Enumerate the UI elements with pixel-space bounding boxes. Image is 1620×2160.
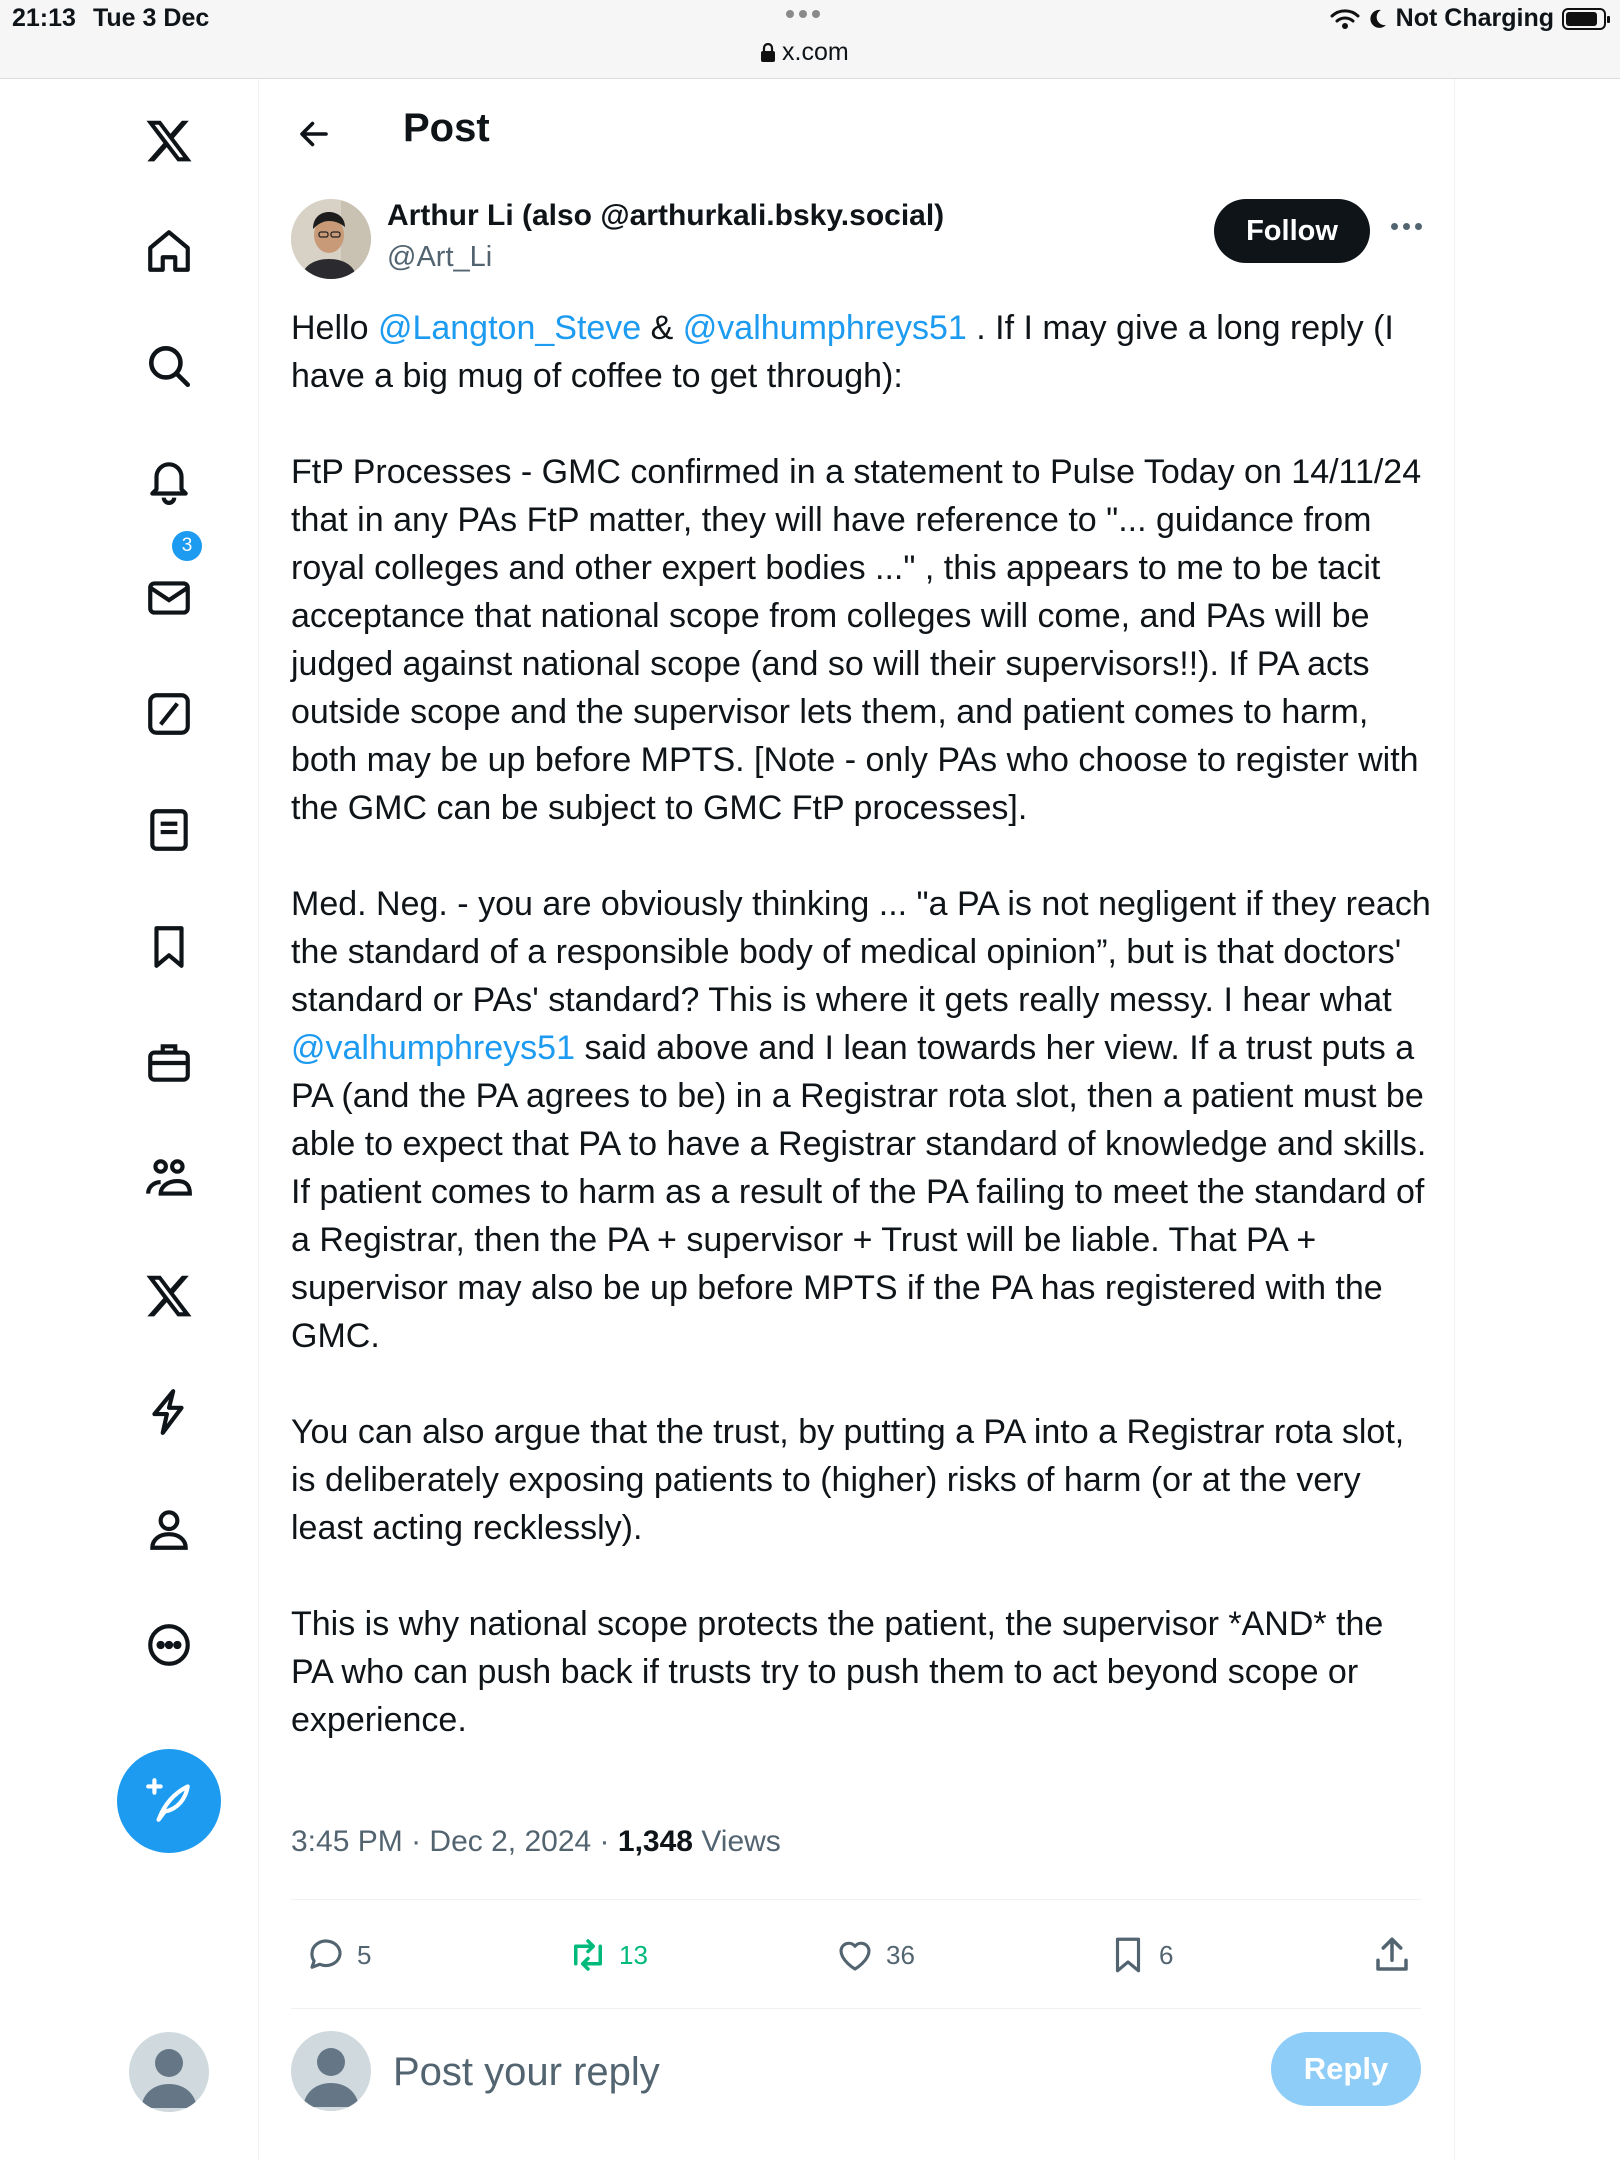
account-avatar[interactable]: [129, 2032, 209, 2112]
jobs-icon[interactable]: [137, 1031, 201, 1095]
mention-link[interactable]: @Langton_Steve: [377, 309, 642, 347]
status-date: Tue 3 Dec: [93, 4, 210, 32]
default-avatar-icon: [291, 2031, 371, 2111]
post-paragraph: [291, 880, 1431, 1360]
sidebar: [0, 79, 259, 2160]
battery-icon: [1562, 8, 1606, 30]
share-icon: [1371, 1934, 1413, 1976]
mention-link[interactable]: @valhumphreys51: [682, 309, 967, 347]
bookmarks-icon[interactable]: [137, 915, 201, 979]
reply-avatar: [291, 2031, 371, 2111]
status-time: 21:13: [12, 4, 76, 32]
separator: ·: [411, 1825, 422, 1858]
notification-badge: 3: [170, 529, 204, 563]
post-paragraph: You can also argue that the trust, by putting a PA into a Registrar rota slot, is deliberately exposing patients to (higher) risks of harm (or at the very least acting recklessly).: [291, 1413, 1405, 1547]
lists-icon[interactable]: [137, 798, 201, 862]
compose-post-button[interactable]: [117, 1749, 221, 1853]
post-paragraph: FtP Processes - GMC confirmed in a statement to Pulse Today on 14/11/24 that in any PAs FtP matter, they will have reference to "... guidance from royal colleges and other expert bodies ..." , this appears to me to be tacit acceptance that national scope from colleges will come, and PAs will be judged against national scope (and so will their supervisors!!). If PA acts outside scope and the supervisor lets them, and patient comes to harm, both may be up before MPTS. [Note - only PAs who choose to register with the GMC can be subject to GMC FtP processes].: [291, 453, 1422, 827]
messages-icon[interactable]: [137, 566, 201, 630]
heart-icon: [834, 1934, 876, 1976]
post-paragraph: [291, 304, 1431, 400]
page-title: Post: [403, 106, 490, 150]
bookmark-icon: [1107, 1934, 1149, 1976]
share-action[interactable]: [1371, 1934, 1413, 1976]
browser-menu-dots[interactable]: [786, 10, 820, 18]
feather-plus-icon: [144, 1776, 194, 1826]
notifications-icon[interactable]: [137, 449, 201, 513]
separator: ·: [599, 1825, 610, 1858]
views-count: 1,348: [617, 1825, 693, 1858]
post-paragraph: This is why national scope protects the patient, the supervisor *AND* the PA who can push back if trusts try to push them to act beyond scope or experience.: [291, 1605, 1384, 1739]
post-time[interactable]: 3:45 PM: [291, 1825, 403, 1858]
text-segment: Hello: [291, 309, 378, 347]
author-photo: [291, 199, 371, 279]
repost-icon: [567, 1934, 609, 1976]
follow-button[interactable]: Follow: [1214, 199, 1370, 263]
default-avatar-icon: [129, 2032, 209, 2112]
text-segment: Med. Neg. - you are obviously thinking ... "a PA is not negligent if they reach the standard of a responsible body of medical opinion”, but is that doctors' standard or PAs' standard? This is where it gets really messy. I hear what: [291, 885, 1431, 1019]
wifi-icon: [1330, 8, 1360, 30]
lock-icon: [760, 43, 776, 63]
profile-icon[interactable]: [137, 1497, 201, 1561]
repost-action[interactable]: [567, 1934, 648, 1976]
views-label: Views: [701, 1825, 781, 1858]
bookmark-count: 6: [1159, 1939, 1174, 1970]
post-more-button[interactable]: [1387, 215, 1426, 238]
post-actions: [291, 1899, 1421, 2009]
home-icon[interactable]: [137, 219, 201, 283]
mention-link[interactable]: @valhumphreys51: [291, 1029, 575, 1067]
more-icon[interactable]: [137, 1613, 201, 1677]
main-column: [259, 79, 1455, 2160]
bookmark-action[interactable]: [1107, 1934, 1173, 1976]
url-text: x.com: [782, 38, 849, 66]
repost-count: 13: [619, 1939, 648, 1970]
text-segment: . If I may give a long reply (I have a big mug of coffee to get through):: [291, 309, 1394, 395]
like-action[interactable]: [834, 1934, 915, 1976]
reply-icon: [305, 1934, 347, 1976]
x-logo-icon[interactable]: [137, 109, 201, 173]
reply-count: 5: [357, 1939, 372, 1970]
battery-status-text: Not Charging: [1395, 4, 1554, 32]
post-date[interactable]: Dec 2, 2024: [429, 1825, 592, 1858]
status-bar: [0, 0, 1620, 79]
arrow-left-icon: [296, 116, 332, 152]
author-handle[interactable]: @Art_Li: [387, 241, 493, 273]
status-indicators: [1330, 4, 1606, 33]
reply-action[interactable]: [305, 1934, 371, 1976]
reply-input[interactable]: [391, 2041, 995, 2103]
reply-button[interactable]: Reply: [1271, 2032, 1421, 2106]
premium-icon[interactable]: [137, 1264, 201, 1328]
verified-orgs-icon[interactable]: [137, 1380, 201, 1444]
back-button[interactable]: [289, 109, 339, 159]
communities-icon[interactable]: [137, 1147, 201, 1211]
grok-icon[interactable]: [137, 682, 201, 746]
moon-icon: [1368, 8, 1388, 30]
post-meta: [291, 1825, 781, 1859]
search-icon[interactable]: [137, 334, 201, 398]
author-name[interactable]: Arthur Li (also @arthurkali.bsky.social): [387, 199, 945, 232]
url-bar[interactable]: [760, 38, 849, 67]
post-body: [291, 304, 1431, 1792]
author-avatar[interactable]: [291, 199, 371, 279]
text-segment: &: [641, 309, 683, 347]
text-segment: said above and I lean towards her view. If a trust puts a PA (and the PA agrees to be) in a Registrar rota slot, then a patient must be able to expect that PA to have a Registrar standard of knowledge and skills. If patient comes to harm as a result of the PA failing to meet the standard of a Registrar, then the PA + supervisor + Trust will be liable. That PA + supervisor may also be up before MPTS if the PA has registered with the GMC.: [291, 1029, 1427, 1355]
like-count: 36: [886, 1939, 915, 1970]
